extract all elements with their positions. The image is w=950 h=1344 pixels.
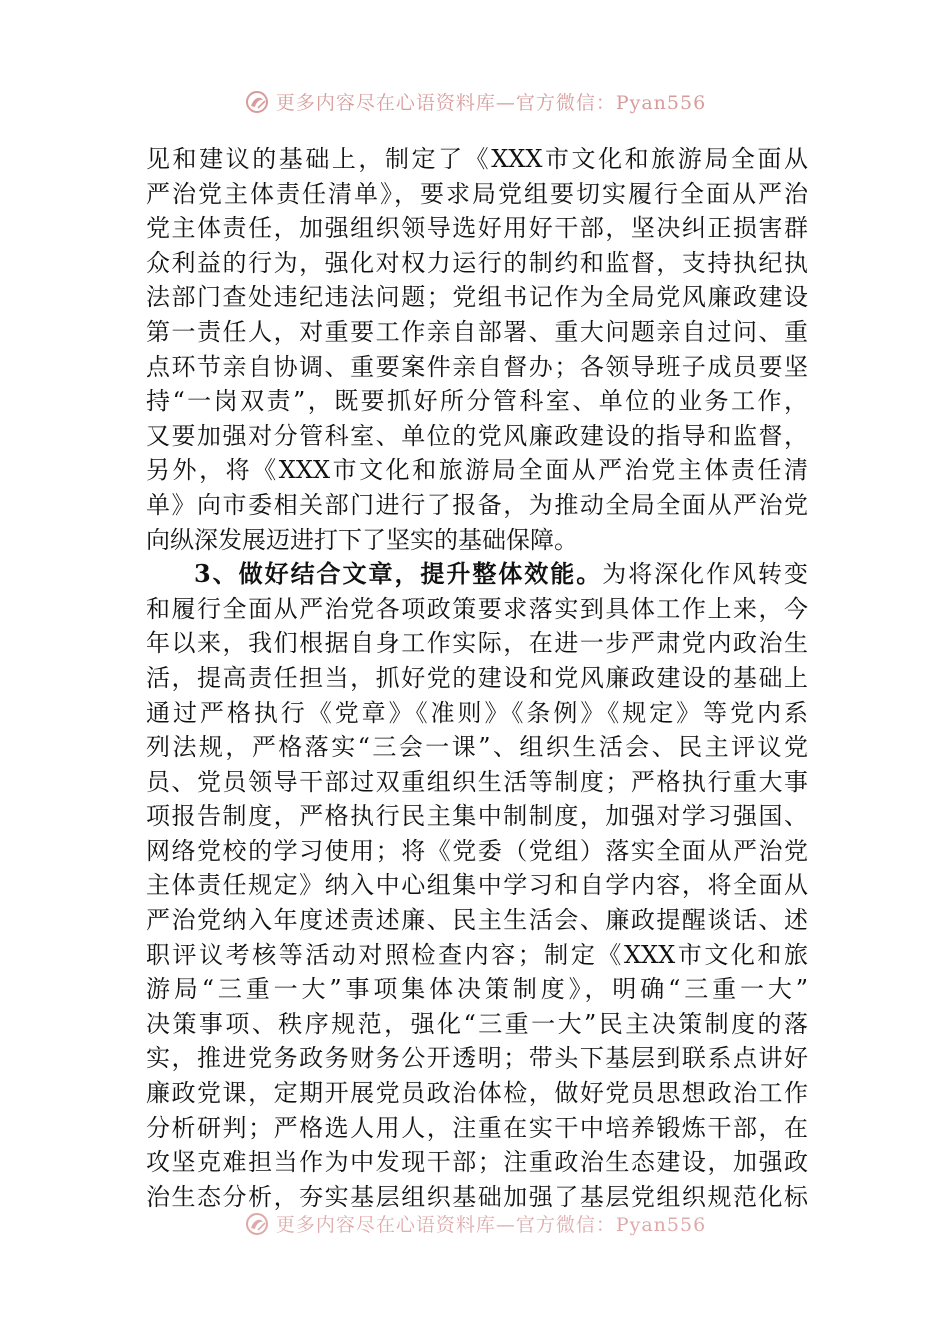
paragraph-line: 职评议考核等活动对照检查内容；制定《XXX市文化和旅 xyxy=(146,940,808,969)
paragraph-line: 众利益的行为，强化对权力运行的制约和监督，支持执纪执 xyxy=(146,248,808,277)
paragraph-line: 年以来，我们根据自身工作实际，在进一步严肃党内政治生 xyxy=(146,629,808,658)
section-3-first-line xyxy=(146,557,808,592)
paragraph-line: 主体责任规定》纳入中心组集中学习和自学内容，将全面从 xyxy=(146,871,808,900)
paragraph-line: 点环节亲自协调、重要案件亲自督办；各领导班子成员要坚 xyxy=(146,352,808,381)
paragraph-line: 通过严格执行《党章》《准则》《条例》《规定》等党内系 xyxy=(146,698,808,727)
section-3-text: 为将深化作风转变 xyxy=(602,560,808,589)
swirl-logo-icon xyxy=(244,89,270,115)
paragraph-line: 治生态分析，夯实基层组织基础加强了基层党组织规范化标 xyxy=(146,1182,808,1211)
paragraph-line: 向纵深发展迈进打下了坚实的基础保障。 xyxy=(146,525,578,554)
paragraph-line: 实，推进党务政务财务公开透明；带头下基层到联系点讲好 xyxy=(146,1044,808,1073)
paragraph-line: 项报告制度，严格执行民主集中制制度，加强对学习强国、 xyxy=(146,802,808,831)
paragraph-line: 单》向市委相关部门进行了报备，为推动全局全面从严治党 xyxy=(146,490,808,519)
document-body xyxy=(146,142,808,1214)
watermark-text: 更多内容尽在心语资料库—官方微信：Pyan556 xyxy=(275,92,707,114)
paragraph-line: 又要加强对分管科室、单位的党风廉政建设的指导和监督， xyxy=(146,421,808,450)
paragraph-line: 法部门查处违纪违法问题；党组书记作为全局党风廉政建设 xyxy=(146,283,808,312)
paragraph-line: 员、党员领导干部过双重组织生活等制度；严格执行重大事 xyxy=(146,767,808,796)
paragraph-line: 网络党校的学习使用；将《党委（党组）落实全面从严治党 xyxy=(146,836,808,865)
paragraph-line: 另外，将《XXX市文化和旅游局全面从严治党主体责任清 xyxy=(146,456,808,485)
paragraph-line: 第一责任人，对重要工作亲自部署、重大问题亲自过问、重 xyxy=(146,317,808,346)
paragraph-line: 游局“三重一大”事项集体决策制度》，明确“三重一大” xyxy=(146,975,808,1004)
paragraph-line: 决策事项、秩序规范，强化“三重一大”民主决策制度的落 xyxy=(146,1009,808,1038)
paragraph-line: 党主体责任，加强组织领导选好用好干部，坚决纠正损害群 xyxy=(146,214,808,243)
paragraph-line: 持“一岗双责”，既要抓好所分管科室、单位的业务工作， xyxy=(146,387,808,416)
footer-watermark xyxy=(0,1210,950,1237)
paragraph-line: 分析研判；严格选人用人，注重在实干中培养锻炼干部，在 xyxy=(146,1113,808,1142)
paragraph-line: 活，提高责任担当，抓好党的建设和党风廉政建设的基础上 xyxy=(146,663,808,692)
watermark-text: 更多内容尽在心语资料库—官方微信：Pyan556 xyxy=(275,1214,707,1236)
paragraph-line: 列法规，严格落实“三会一课”、组织生活会、民主评议党 xyxy=(146,733,808,762)
paragraph-line: 见和建议的基础上，制定了《XXX市文化和旅游局全面从 xyxy=(146,145,808,173)
paragraph-line: 廉政党课，定期开展党员政治体检，做好党员思想政治工作 xyxy=(146,1079,808,1108)
paragraph-line: 严治党纳入年度述责述廉、民主生活会、廉政提醒谈话、述 xyxy=(146,906,808,935)
header-watermark xyxy=(0,88,950,115)
section-3-heading: 3、做好结合文章，提升整体效能。 xyxy=(194,559,603,589)
paragraph-line: 攻坚克难担当作为中发现干部；注重政治生态建设，加强政 xyxy=(146,1148,808,1177)
paragraph-line: 和履行全面从严治党各项政策要求落实到具体工作上来，今 xyxy=(146,594,808,623)
swirl-logo-icon xyxy=(244,1211,270,1237)
paragraph-line: 严治党主体责任清单》，要求局党组要切实履行全面从严治 xyxy=(146,179,808,208)
